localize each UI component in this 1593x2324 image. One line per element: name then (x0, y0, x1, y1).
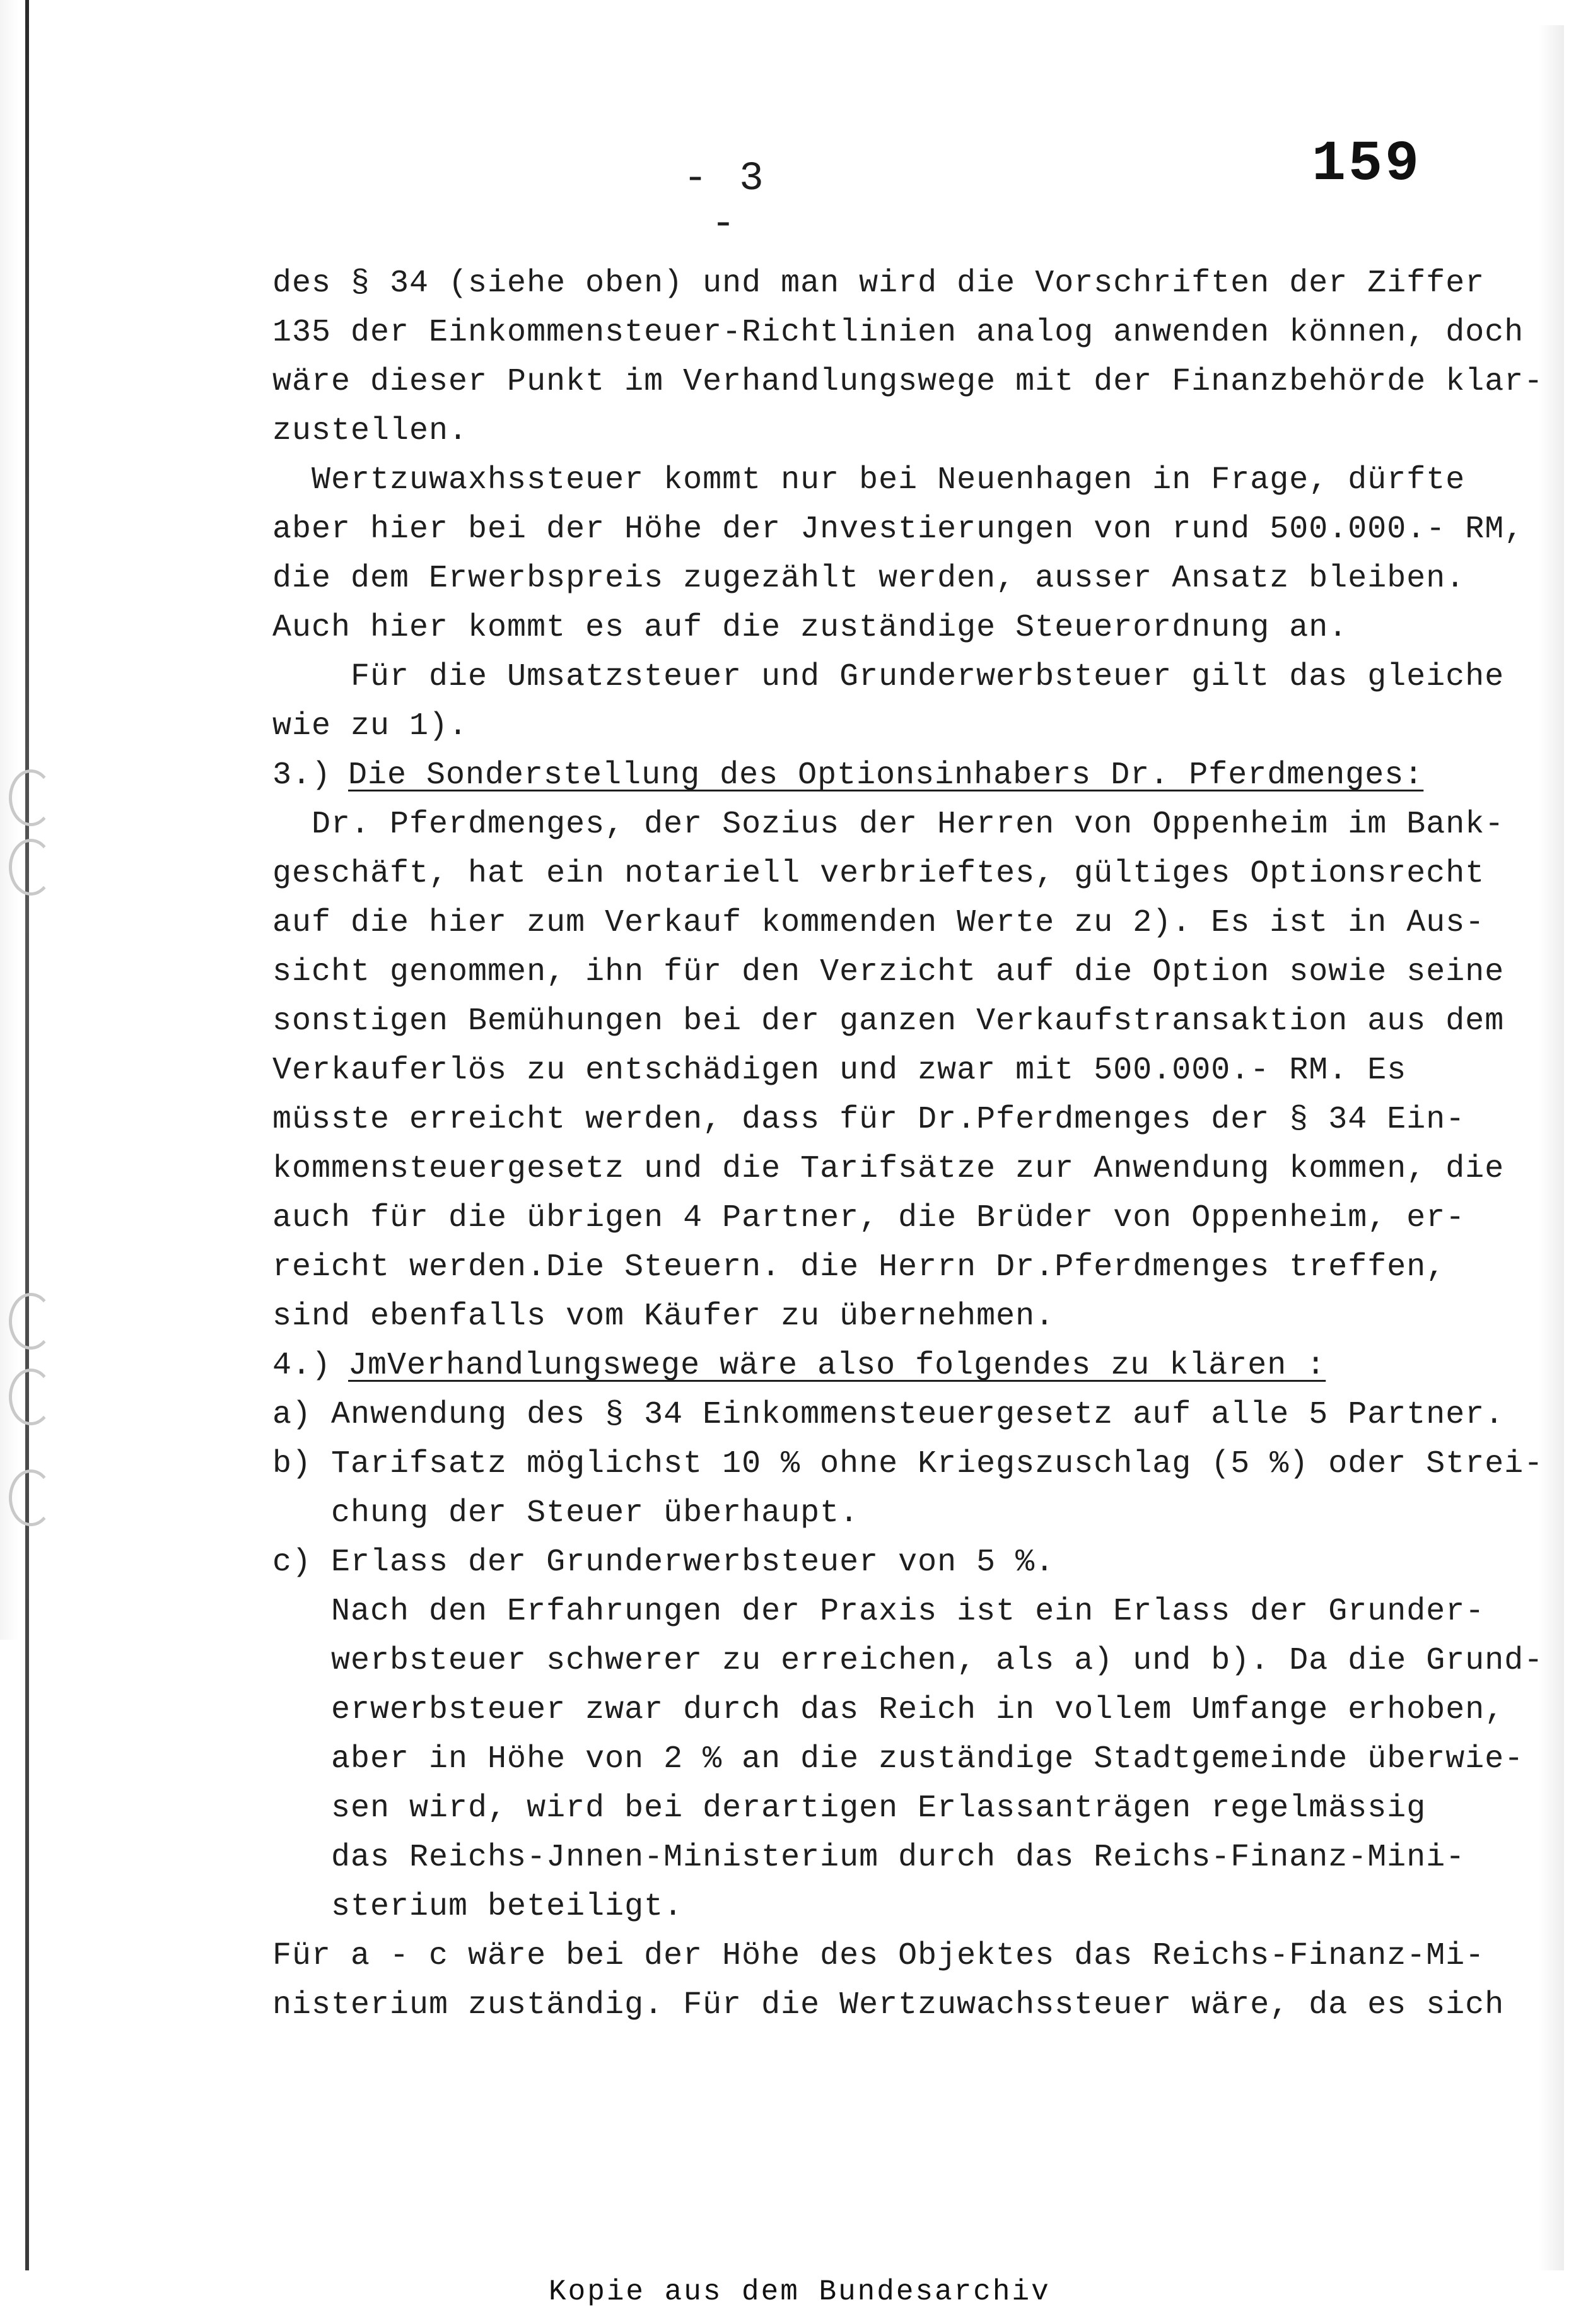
text-line: erwerbsteuer zwar durch das Reich in vollem Umfange erhoben, (272, 1692, 1505, 1728)
text-line: nisterium zuständig. Für die Wertzuwachssteuer wäre, da es sich (272, 1987, 1505, 2023)
text-line: zustellen. (272, 413, 469, 449)
folio-number: 159 (1312, 132, 1422, 197)
section-number: 3.) (272, 757, 351, 793)
section-number: 4.) (272, 1348, 351, 1384)
section-heading: JmVerhandlungswege wäre also folgendes zu klären : (348, 1348, 1326, 1384)
section-heading: Die Sonderstellung des Optionsinhabers Dr. Pferdmenges: (348, 757, 1424, 793)
text-line: auch für die übrigen 4 Partner, die Brüder von Oppenheim, er- (272, 1200, 1466, 1236)
text-line: Dr. Pferdmenges, der Sozius der Herren von Oppenheim im Bank- (272, 807, 1505, 843)
text-line: auf die hier zum Verkauf kommenden Werte zu 2). Es ist in Aus- (272, 905, 1485, 941)
text-line: sen wird, wird bei derartigen Erlassanträgen regelmässig (272, 1790, 1427, 1826)
text-line: sonstigen Bemühungen bei der ganzen Verkaufstransaktion aus dem (272, 1003, 1505, 1039)
list-item: a) Anwendung des § 34 Einkommensteuergesetz auf alle 5 Partner. (272, 1397, 1505, 1433)
text-line: sind ebenfalls vom Käufer zu übernehmen. (272, 1299, 1055, 1334)
list-item: b) Tarifsatz möglichst 10 % ohne Kriegszuschlag (5 %) oder Strei- (272, 1446, 1544, 1482)
text-line: aber hier bei der Höhe der Jnvestierungen von rund 500.000.- RM, (272, 511, 1524, 547)
text-line: Für a - c wäre bei der Höhe des Objektes das Reichs-Finanz-Mi- (272, 1938, 1485, 1974)
page-number: - 3 - (683, 156, 767, 247)
text-line: Wertzuwaxhssteuer kommt nur bei Neuenhagen in Frage, dürfte (272, 462, 1466, 498)
list-item: c) Erlass der Grunderwerbsteuer von 5 %. (272, 1544, 1055, 1580)
archive-note: Kopie aus dem Bundesarchiv (549, 2275, 1051, 2308)
text-line: des § 34 (siehe oben) und man wird die Vorschriften der Ziffer (272, 266, 1485, 301)
text-line: Verkauferlös zu entschädigen und zwar mit 500.000.- RM. Es (272, 1053, 1407, 1089)
text-line: reicht werden.Die Steuern. die Herrn Dr.Pferdmenges treffen, (272, 1249, 1446, 1285)
text-line: werbsteuer schwerer zu erreichen, als a) und b). Da die Grund- (272, 1643, 1544, 1679)
list-item: chung der Steuer überhaupt. (272, 1495, 860, 1531)
text-line: das Reichs-Jnnen-Ministerium durch das Reichs-Finanz-Mini- (272, 1840, 1466, 1876)
text-line: sicht genommen, ihn für den Verzicht auf die Option sowie seine (272, 954, 1505, 990)
text-line: die dem Erwerbspreis zugezählt werden, ausser Ansatz bleiben. (272, 561, 1466, 597)
text-line: müsste erreicht werden, dass für Dr.Pferdmenges der § 34 Ein- (272, 1102, 1466, 1138)
text-line: Auch hier kommt es auf die zuständige Steuerordnung an. (272, 610, 1348, 646)
text-line: 135 der Einkommensteuer-Richtlinien analog anwenden können, doch (272, 315, 1524, 351)
text-line: sterium beteiligt. (272, 1889, 684, 1925)
text-line: wie zu 1). (272, 708, 469, 744)
text-line: Für die Umsatzsteuer und Grunderwerbsteuer gilt das gleiche (272, 659, 1505, 695)
text-line: Nach den Erfahrungen der Praxis ist ein Erlass der Grunder- (272, 1594, 1485, 1630)
text-line: wäre dieser Punkt im Verhandlungswege mit der Finanzbehörde klar- (272, 364, 1544, 400)
text-line: aber in Höhe von 2 % an die zuständige Stadtgemeinde überwie- (272, 1741, 1524, 1777)
text-line: kommensteuergesetz und die Tarifsätze zur Anwendung kommen, die (272, 1151, 1505, 1187)
text-line: geschäft, hat ein notariell verbrieftes, gültiges Optionsrecht (272, 856, 1485, 892)
